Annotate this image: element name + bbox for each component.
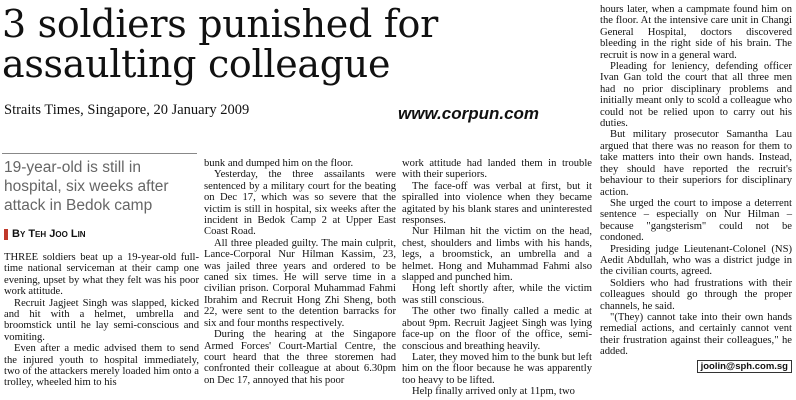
paragraph: Help finally arrived only at 11pm, two [412,386,575,398]
headline: 3 soldiers punished for assaulting colleague [2,2,439,86]
paragraph: The other two finally called a medic at about 9pm. Recruit Jagjeet Singh was lying face-up on the floor of the office, semi-conscious and breathing heavily. [402,306,592,352]
byline-text: By Teh Joo Lin [12,228,86,240]
article-column-3 [402,158,592,398]
paragraph: hours later, when a campmate found him on the floor. At the intensive care unit in Changi General Hospital, doctors discovered bleeding in the right side of his brain. The recruit is now in a general ward. [600,4,792,61]
paragraph: Later, they moved him to the bunk but left him on the floor because he was apparently too heavy to be lifted. [402,351,592,386]
paragraph: During the hearing at the Singapore Armed Forces' Court-Martial Centre, the court heard that the three storemen had confronted their colleague at about 6.30pm on Dec 17, annoyed that his poor [204,329,396,386]
byline-marker [4,229,8,240]
paragraph: Yesterday, the three assailants were sentenced by a military court for the beating on Dec 17, which was so severe that the victim is still in hospital, six weeks after the incident in Bedok Camp 2 at Upper East Coast Road. [204,169,396,238]
byline [4,228,86,240]
paragraph: Hong left shortly after, while the victim was still conscious. [402,283,592,306]
deck-subheadline: 19-year-old is still in hospital, six weeks after attack in Bedok camp [4,159,169,214]
article-column-1 [4,252,199,389]
paragraph: All three pleaded guilty. The main culprit, Lance-Corporal Nur Hilman Kassim, 23, was jailed three years and ordered to be caned six times. He will serve time in a civilian prison. Corporal Muhammad Fahmi Ibrahim and Recruit Hong Zhi Sheng, both 22, were sent to the detention barracks for six and four months respectively. [204,237,396,329]
paragraph: Even after a medic advised them to send the injured youth to hospital immediately, two of the attackers merely loaded him onto a trolley, wheeled him to his [4,343,199,389]
deck-divider [2,153,197,154]
paragraph: Pleading for leniency, defending officer Ivan Gan told the court that all three men had no prior disciplinary problems and initially meant only to scold a colleague who could not be relied upon to carry out his duties. [600,61,792,130]
article-column-4 [600,4,792,373]
paragraph: The face-off was verbal at first, but it spiralled into violence when they became agitated by his blank stares and uninterested responses. [402,180,592,227]
source-dateline: Straits Times, Singapore, 20 January 2009 [4,102,250,118]
paragraph: Recruit Jagjeet Singh was slapped, kicked and hit with a helmet, umbrella and broomstick until he lay semi-conscious and vomiting. [4,297,199,343]
paragraph: work attitude had landed them in trouble with their superiors. [402,158,592,181]
website-watermark[interactable]: www.corpun.com [398,104,540,123]
paragraph: She urged the court to impose a deterrent sentence – especially on Nur Hilman – because "gangsterism" could not be condoned. [600,197,792,244]
paragraph: "(They) cannot take into their own hands remedial actions, and certainly cannot vent their frustration against their colleagues," he added. [600,311,792,358]
article-column-2 [204,158,396,386]
paragraph: Presiding judge Lieutenant-Colonel (NS) Aedit Abdullah, who was a district judge in the civilian courts, agreed. [600,243,792,278]
paragraph: bunk and dumped him on the floor. [204,158,354,169]
author-email[interactable]: joolin@sph.com.sg [697,360,792,373]
paragraph: But military prosecutor Samantha Lau argued that there was no reason for them to take matters into their own hands. Instead, they should have reported the recruit's behaviour to their superiors for disciplinary action. [600,129,792,198]
paragraph: Soldiers who had frustrations with their colleagues should go through the proper channels, he said. [600,277,792,312]
paragraph: Nur Hilman hit the victim on the head, chest, shoulders and limbs with his hands, legs, a broomstick, an umbrella and a helmet. Hong and Muhammad Fahmi also slapped and punched him. [402,226,592,284]
paragraph: THREE soldiers beat up a 19-year-old full-time national serviceman at their camp one evening, upset by what they felt was his poor work attitude. [4,252,199,298]
